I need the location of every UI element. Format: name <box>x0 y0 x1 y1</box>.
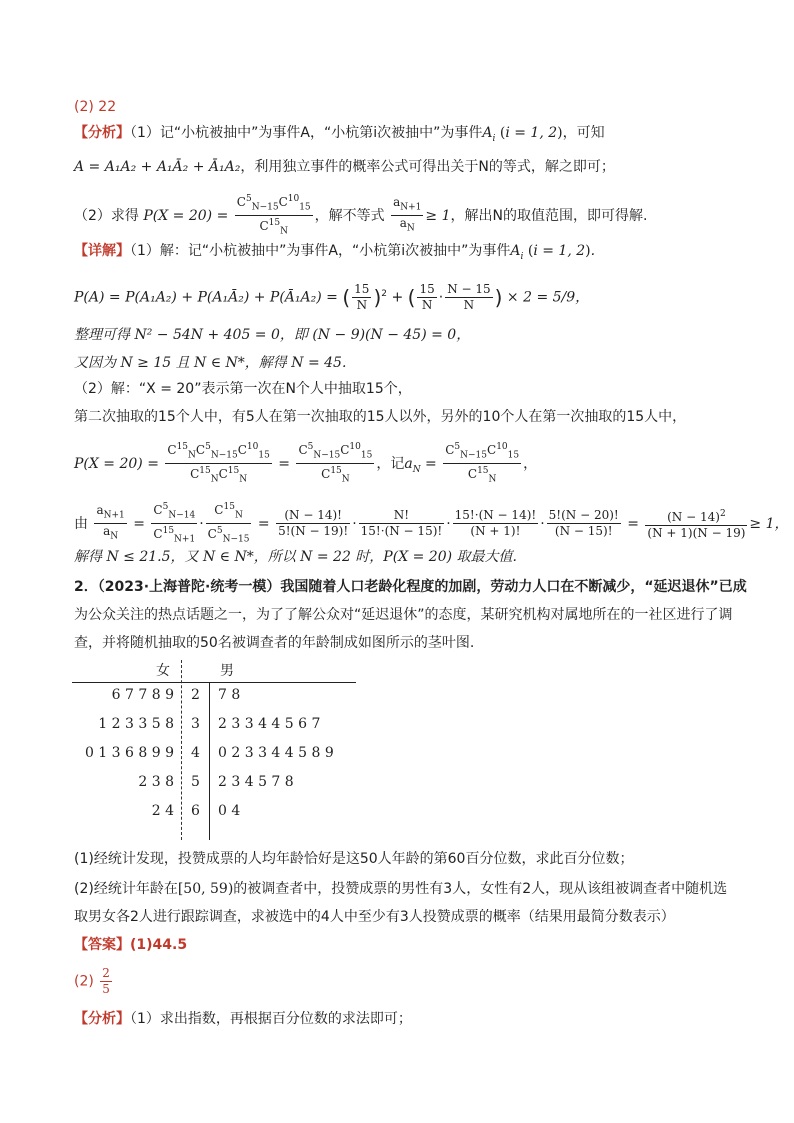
analysis-q2-line <box>74 1008 412 1030</box>
detail-2-final: 解得 N ≤ 21.5，又 N ∈ N*，所以 N = 22 时，P(X = 20) 取最大值. <box>74 549 517 565</box>
analysis-1-text-2: ，可知 <box>562 125 605 141</box>
analysis-1-text-3: ，利用独立事件的概率公式可得出关于N的等式，解之即可； <box>240 159 615 175</box>
detail-2-line-1: （2）解：“X = 20”表示第一次在N个人中抽取15个， <box>74 381 412 397</box>
male-leaves-50s: 2 3 4 5 7 8 <box>218 774 294 790</box>
question-2-line-3: 查，并将随机抽取的50名被调查者的年龄制成如图所示的茎叶图. <box>74 635 475 651</box>
detail-2-line-4: 由 $\frac{a_{N+1}}{a_N}$ = $\frac{C^5_{N-14}}{C^{15}_{N+1}}$ · $\frac{C^{15}_N}{C^5_{N-15}}$ = $\frac{(N - 14)!}{5!(N - 19)!}$ · $\frac{N!}{15!\cdot(N - 15)!}$ · $\frac{15!\cdot(N - 14)!}{(N + 1)!}$ · $\frac{5!(N - 20)!}{(N - 15)!}$ = $\frac{(N - 14)^2}{(N + 1)(N - 19)}$ ≥ 1， <box>74 502 789 545</box>
n-minus-15-over-n: $\frac{N - 15}{N}$ <box>447 282 491 312</box>
detail-line-2: P(A) = P(A₁A₂) + P(A₁Ā₂) + P(Ā₁A₂) = ( $\frac{15}{N}$ )$^2$ + ( $\frac{15}{N}$ · $\frac{N - 15}{N}$ ) × 2 = 5/9， <box>74 282 590 312</box>
pa-result: × 2 = 5/9， <box>506 289 590 306</box>
analysis-2-text: （2）求得 <box>74 207 139 224</box>
analysis-q2-text: （1）求出指数，再根据百分位数的求法即可； <box>130 1011 412 1027</box>
fifteen-over-n-2: $\frac{15}{N}$ <box>419 282 435 312</box>
answer-label: 【答案】 <box>74 937 130 953</box>
stem-3: 3 <box>191 716 200 732</box>
stem-6: 6 <box>191 803 200 819</box>
question-2-sub-2-line-1 <box>74 878 727 900</box>
female-leaves-30s: 1 2 3 3 5 8 <box>98 716 174 732</box>
answer-line-2 <box>74 966 114 997</box>
ratio-fraction: $\frac{a_{N+1}}{a_N}$ <box>393 195 422 234</box>
female-leaves-60s: 2 4 <box>151 803 174 819</box>
question-2-sub-1: (1)经统计发现，投赞成票的人均年龄恰好是这50人年龄的第60百分位数，求此百分位数； <box>74 851 634 867</box>
female-leaves-40s: 0 1 3 6 8 9 9 <box>84 745 174 761</box>
stem-right-line <box>209 682 210 840</box>
analysis-line-1 <box>74 122 605 150</box>
header-divider <box>72 682 356 683</box>
sub-2-text-c: 的被调查者中，投赞成票的男性有3人，女性有2人，现从该组被调查者中随机选 <box>233 881 728 897</box>
stem-4: 4 <box>191 745 200 761</box>
px20-fraction: $\frac{C^5_{N-15}C^{10}_{15}}{C^{15}_N}$ <box>236 194 311 237</box>
analysis-event-equation: A = A₁A₂ + A₁Ā₂ + Ā₁A₂ <box>74 159 241 175</box>
detail-1-text: （1）解：记“小杭被抽中”为事件A，“小杭第i次被抽中”为事件 <box>130 243 511 259</box>
header-female: 女 <box>156 663 170 679</box>
fifteen-over-n: $\frac{15}{N}$ <box>354 282 370 312</box>
pa-equation: P(A) = P(A₁A₂) + P(A₁Ā₂) + P(Ā₁A₂) = <box>74 289 338 306</box>
question-2-line-1: 2．（2023·上海普陀·统考一模）我国随着人口老龄化程度的加剧，劳动力人口在不断减少，“延迟退休”已成 <box>74 579 747 595</box>
question-2-line-2: 为公众关注的热点话题之一，为了了解公众对“延迟退休”的态度，某研究机构对属地所在的一社区进行了调 <box>74 607 733 623</box>
answer-2-fraction: $\frac{2}{5}$ <box>102 966 110 996</box>
detail-line-3: 整理可得 N² − 54N + 405 = 0，即 (N − 9)(N − 45) = 0， <box>74 327 471 343</box>
stem-5: 5 <box>191 774 200 790</box>
prev-answer-part2: (2) 22 <box>74 99 117 115</box>
detail-line-4: 又因为 N ≥ 15 且 N ∈ N*，解得 N = 45. <box>74 355 347 371</box>
an-fraction: $\frac{C^5_{N-15}C^{10}_{15}}{C^{15}_N}$ <box>445 442 520 485</box>
question-2-sub-2-line-2: 取男女各2人进行跟踪调查，求被选中的4人中至少有3人投赞成票的概率（结果用最简分数表示） <box>74 909 675 925</box>
analysis-1-text: （1）记“小杭被抽中”为事件A，“小杭第i次被抽中”为事件 <box>130 125 483 141</box>
detail-2-ji: ，记 <box>376 455 405 472</box>
female-leaves-50s: 2 3 8 <box>138 774 174 790</box>
px20-full-fraction: $\frac{C^{15}_NC^5_{N-15}C^{10}_{15}}{C^{15}_NC^{15}_N}$ <box>167 442 270 485</box>
px20-simplified-fraction: $\frac{C^5_{N-15}C^{10}_{15}}{C^{15}_N}$ <box>298 442 373 485</box>
header-male: 男 <box>220 663 234 679</box>
sub-2-text-a: (2)经统计年龄在 <box>74 881 178 897</box>
age-interval: [50, 59) <box>177 881 234 897</box>
female-leaves-20s: 6 7 7 8 9 <box>111 687 174 703</box>
detail-2-line-3: P(X = 20) = $\frac{C^{15}_NC^5_{N-15}C^{10}_{15}}{C^{15}_NC^{15}_N}$ = $\frac{C^5_{N-15}C^{10}_{15}}{C^{15}_N}$ ，记$a_N$ = $\frac{C^5_{N-15}C^{10}_{15}}{C^{15}_N}$ ， <box>74 440 537 488</box>
stem-leaf-plot <box>72 660 356 840</box>
analysis-line-3 <box>74 192 647 240</box>
stem-2: 2 <box>191 687 200 703</box>
analysis-q2-label: 【分析】 <box>74 1011 130 1027</box>
detail-2-line-2: 第二次抽取的15个人中，有5人在第一次抽取的15人以外，另外的10个人在第一次抽取的15人中， <box>74 409 687 425</box>
analysis-label: 【分析】 <box>74 125 130 141</box>
answer-2-prefix: (2) <box>74 973 94 990</box>
male-leaves-40s: 0 2 3 3 4 4 5 8 9 <box>218 745 334 761</box>
detail-2-geq: ≥ 1， <box>749 515 789 532</box>
analysis-2-text-2: ，解不等式 <box>314 207 385 224</box>
male-leaves-30s: 2 3 3 4 4 5 6 7 <box>218 716 321 732</box>
analysis-2-text-3: ，解出N的取值范围，即可得解. <box>450 207 648 224</box>
answer-line-1 <box>74 934 187 956</box>
geq-one: ≥ 1 <box>425 207 451 224</box>
detail-line-1 <box>74 240 595 268</box>
px20-expression: P(X = 20) = <box>143 207 229 224</box>
event-ai-symbol-2: $A_i$ (i = 1, 2). <box>510 243 596 262</box>
detail-2-you: 由 <box>74 515 88 532</box>
detail-label: 【详解】 <box>74 243 130 259</box>
answer-1: (1)44.5 <box>130 937 188 953</box>
male-leaves-20s: 7 8 <box>218 687 241 703</box>
male-leaves-60s: 0 4 <box>218 803 241 819</box>
event-ai-symbol: $A_i$ (i = 1, 2) <box>482 125 563 144</box>
analysis-line-2 <box>74 156 615 178</box>
